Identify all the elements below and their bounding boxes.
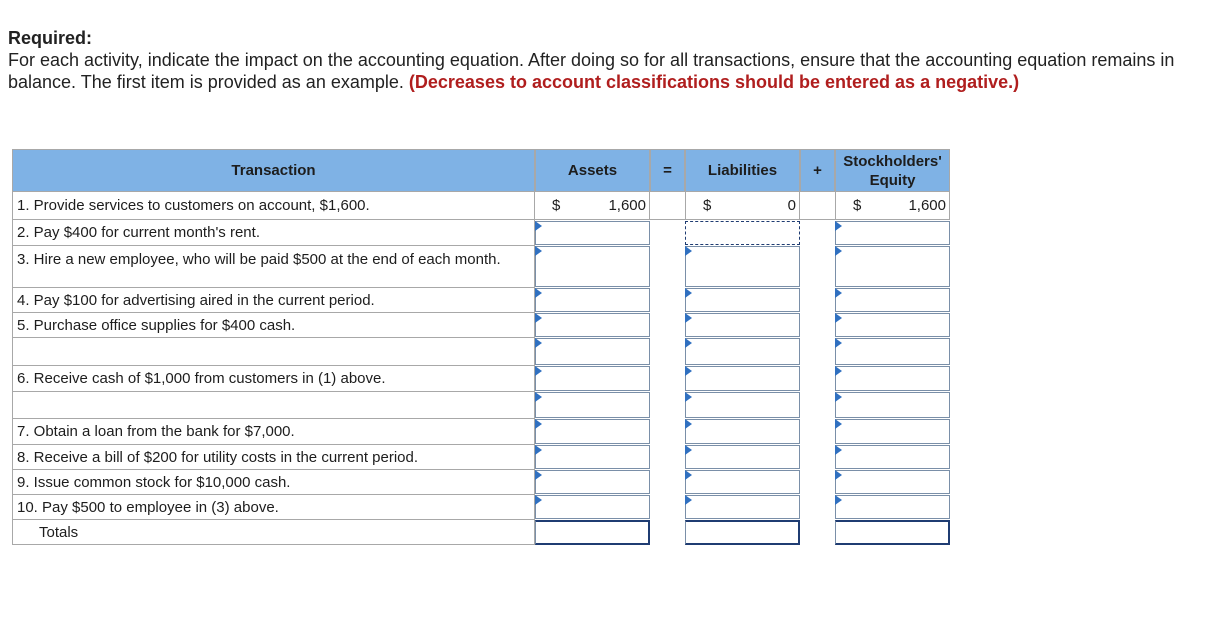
assets-input-10[interactable] <box>535 495 650 519</box>
header-liabilities: Liabilities <box>685 149 800 192</box>
equity-input-6[interactable] <box>835 366 950 391</box>
equity-total[interactable] <box>835 520 950 545</box>
transaction-row-4: 4. Pay $100 for advertising aired in the current period. <box>12 288 535 313</box>
assets-currency: $ <box>552 197 561 214</box>
assets-input-6b[interactable] <box>535 392 650 418</box>
required-heading: Required: <box>8 28 93 48</box>
header-transaction: Transaction <box>12 149 535 192</box>
liabilities-input-3[interactable] <box>685 246 800 287</box>
equity-value: 1,600 <box>908 197 946 214</box>
accounting-equation-table <box>12 149 950 545</box>
assets-input-2[interactable] <box>535 221 650 245</box>
transaction-row-5: 5. Purchase office supplies for $400 cash. <box>12 313 535 338</box>
transaction-row-10: 10. Pay $500 to employee in (3) above. <box>12 495 535 520</box>
liabilities-input-9[interactable] <box>685 470 800 494</box>
equity-input-9[interactable] <box>835 470 950 494</box>
assets-total[interactable] <box>535 520 650 545</box>
liabilities-input-6[interactable] <box>685 366 800 391</box>
liabilities-input-10[interactable] <box>685 495 800 519</box>
header-assets: Assets <box>535 149 650 192</box>
liabilities-currency: $ <box>703 197 712 214</box>
assets-input-4[interactable] <box>535 288 650 312</box>
header-equity: Stockholders' Equity <box>835 149 950 192</box>
instructions-note: (Decreases to account classifications should be entered as a negative.) <box>408 72 1020 92</box>
equity-input-8[interactable] <box>835 445 950 469</box>
assets-input-9[interactable] <box>535 470 650 494</box>
liabilities-input-7[interactable] <box>685 419 800 444</box>
equity-input-6b[interactable] <box>835 392 950 418</box>
example-liabilities <box>685 192 800 220</box>
equity-input-7[interactable] <box>835 419 950 444</box>
liabilities-total[interactable] <box>685 520 800 545</box>
previous-content-cutoff <box>0 0 1210 6</box>
transaction-row-9: 9. Issue common stock for $10,000 cash. <box>12 470 535 495</box>
totals-row-label <box>12 520 535 545</box>
instructions <box>8 27 1198 93</box>
equity-input-3[interactable] <box>835 246 950 287</box>
liabilities-input-6b[interactable] <box>685 392 800 418</box>
assets-input-3[interactable] <box>535 246 650 287</box>
assets-input-6[interactable] <box>535 366 650 391</box>
instructions-text: For each activity, indicate the impact on the accounting equation. After doing so for all transactions, ensure that the accounting equation remains in balance. The first item is provided as an example. <box>8 50 1175 92</box>
liabilities-input-4[interactable] <box>685 288 800 312</box>
transaction-row-2: 2. Pay $400 for current month's rent. <box>12 220 535 246</box>
liabilities-input-5[interactable] <box>685 313 800 337</box>
example-assets <box>535 192 650 220</box>
transaction-row-6: 6. Receive cash of $1,000 from customers in (1) above. <box>12 366 535 392</box>
transaction-row-6b <box>12 392 535 419</box>
transaction-row-7: 7. Obtain a loan from the bank for $7,000. <box>12 419 535 445</box>
assets-input-5b[interactable] <box>535 338 650 365</box>
header-plus: + <box>800 149 835 192</box>
transaction-row-8: 8. Receive a bill of $200 for utility costs in the current period. <box>12 445 535 470</box>
equity-input-5b[interactable] <box>835 338 950 365</box>
liabilities-input-2[interactable] <box>685 221 800 245</box>
example-row-label: 1. Provide services to customers on account, $1,600. <box>12 192 535 220</box>
totals-label: Totals <box>39 523 79 541</box>
assets-input-7[interactable] <box>535 419 650 444</box>
liabilities-input-5b[interactable] <box>685 338 800 365</box>
equity-input-2[interactable] <box>835 221 950 245</box>
equity-input-10[interactable] <box>835 495 950 519</box>
transaction-row-5b <box>12 338 535 366</box>
example-equity <box>835 192 950 220</box>
example-equals-spacer <box>650 192 685 220</box>
equity-currency: $ <box>853 197 862 214</box>
example-plus-spacer <box>800 192 835 220</box>
equity-input-5[interactable] <box>835 313 950 337</box>
liabilities-value: 0 <box>787 197 796 214</box>
assets-value: 1,600 <box>608 197 646 214</box>
header-equals: = <box>650 149 685 192</box>
transaction-row-3: 3. Hire a new employee, who will be paid $500 at the end of each month. <box>12 246 535 288</box>
assets-input-8[interactable] <box>535 445 650 469</box>
equity-input-4[interactable] <box>835 288 950 312</box>
liabilities-input-8[interactable] <box>685 445 800 469</box>
assets-input-5[interactable] <box>535 313 650 337</box>
